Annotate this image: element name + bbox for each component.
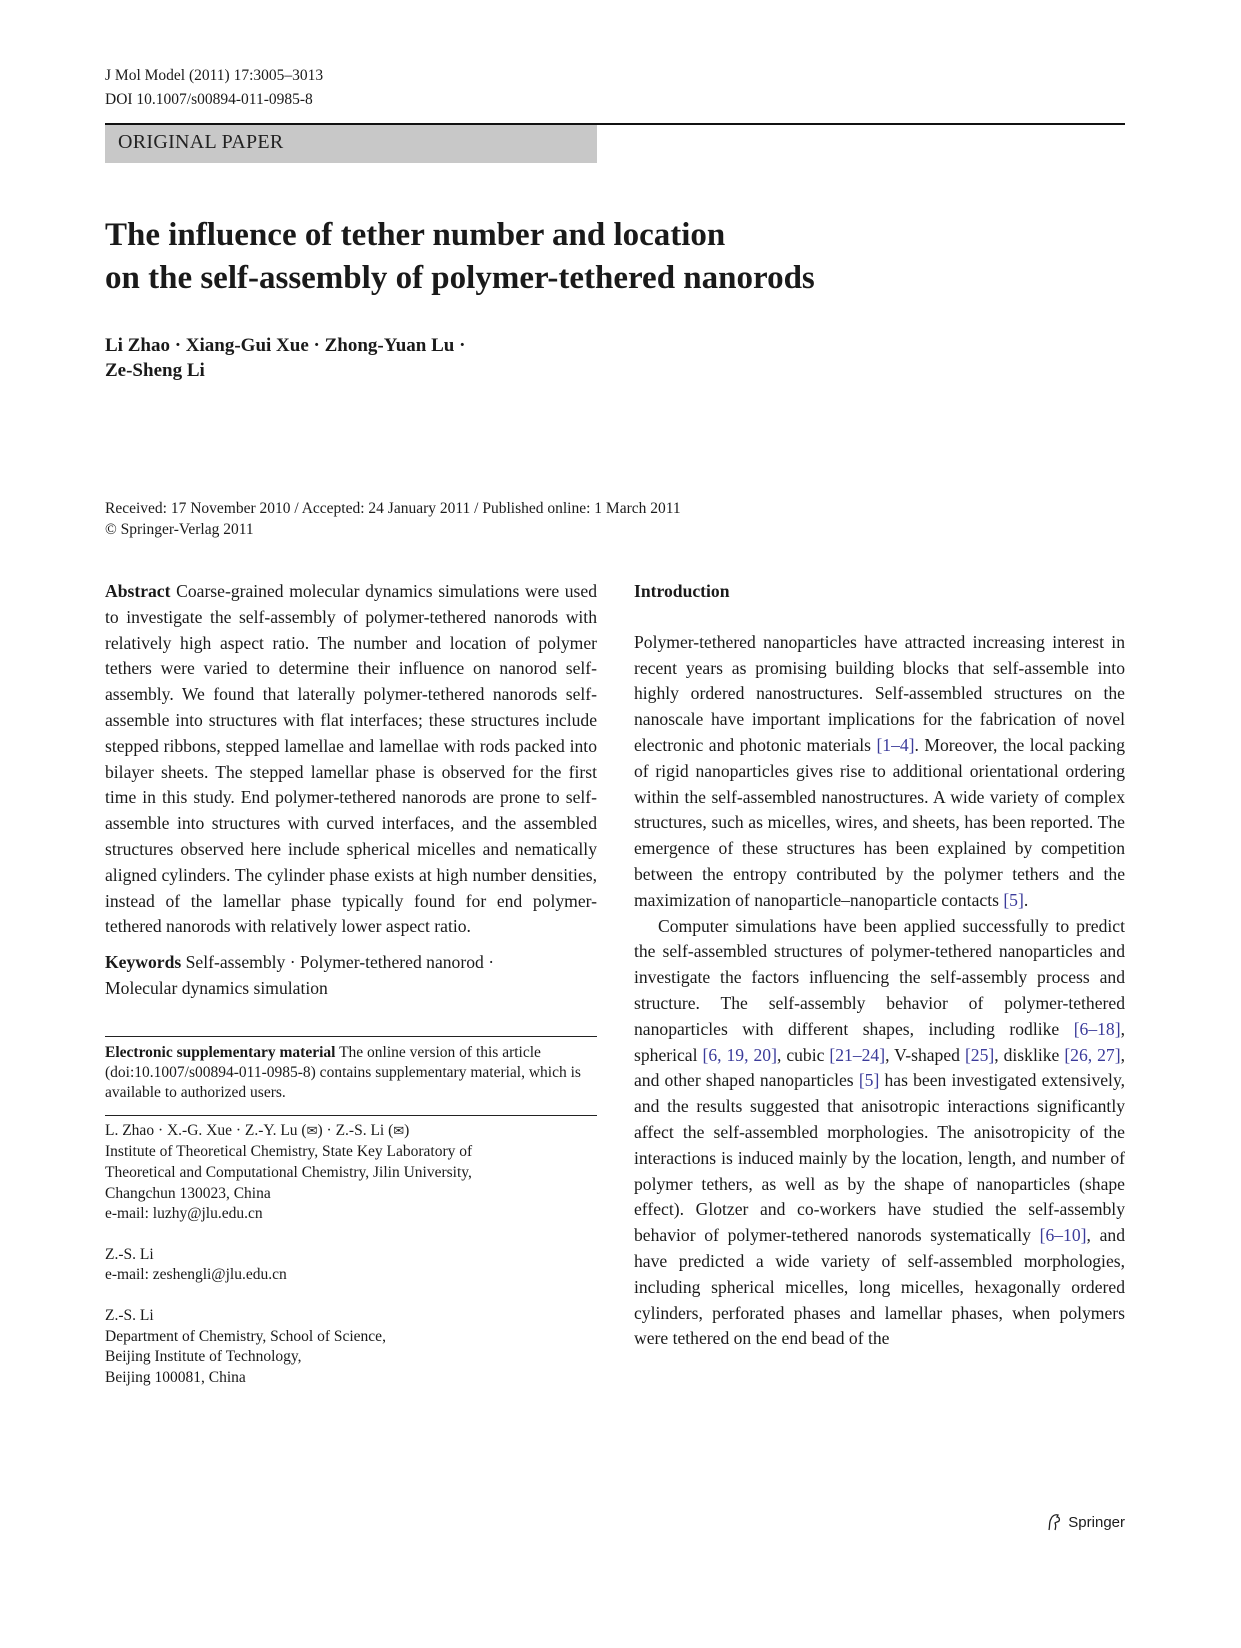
citation-link[interactable]: [26, 27] — [1064, 1044, 1121, 1065]
affiliation-1-line-3: Changchun 130023, China — [105, 1184, 271, 1202]
affiliation-1 — [105, 1121, 597, 1225]
keywords — [105, 950, 597, 1002]
keywords-line-1: Self-assembly · Polymer-tethered nanorod · — [185, 952, 495, 973]
affiliation-1-names: L. Zhao · X.-G. Xue · Z.-Y. Lu (✉) · Z.-S. Li (✉) — [105, 1121, 410, 1139]
affiliation-1-line-2: Theoretical and Computational Chemistry, Jilin University, — [105, 1163, 472, 1181]
publication-dates — [105, 498, 681, 540]
authors-line-2: Ze-Sheng Li — [105, 360, 205, 381]
esm-label: Electronic supplementary material — [105, 1043, 336, 1061]
dates-line: Received: 17 November 2010 / Accepted: 24 January 2011 / Published online: 1 March 2011 — [105, 500, 681, 517]
keywords-label: Keywords — [105, 952, 182, 973]
citation-link[interactable]: [25] — [964, 1044, 995, 1065]
citation-link[interactable]: [6–10] — [1039, 1225, 1087, 1246]
paper-title — [105, 214, 1105, 300]
journal-citation: J Mol Model (2011) 17:3005–3013 — [105, 67, 324, 84]
esm-text: The online version of this article (doi:10.1007/s00894-011-0985-8) contains supplementary material, which is available to authorized users. — [105, 1043, 581, 1101]
affiliation-rule — [105, 1115, 597, 1116]
publisher-name: Springer — [1068, 1513, 1125, 1531]
citation-link[interactable]: [5] — [1003, 889, 1024, 910]
citation-link[interactable]: [21–24] — [829, 1044, 886, 1065]
citation-link[interactable]: [5] — [858, 1070, 880, 1091]
affiliation-3 — [105, 1306, 597, 1388]
affiliation-1-email[interactable]: e-mail: luzhy@jlu.edu.cn — [105, 1205, 263, 1223]
keywords-line-2: Molecular dynamics simulation — [105, 977, 328, 998]
affiliation-3-line-1: Department of Chemistry, School of Science, — [105, 1327, 386, 1345]
intro-paragraph-2: Computer simulations have been applied successfully to predict the self-assembled structures of polymer-tethered nanoparticles and investigate the factors influencing the self-assembly process and structure. The self-assembly behavior of polymer-tethered nanoparticles with different shapes, including rodlike [6–18], spherical [6, 19, 20], cubic [21–24], V-shaped [25], disklike [26, 27], and other shaped nanoparticles [5] has been investigated extensively, and the results suggested that anisotropic interactions significantly affect the self-assembled morphologies. The anisotropicity of the interactions is induced mainly by the location, length, and number of polymer tethers, as well as by the shape of nanoparticles (shape effect). Glotzer and co-workers have studied the self-assembly behavior of polymer-tethered nanorods systematically [6–10], and have predicted a wide variety of self-assembled morphologies, including spherical micelles, long micelles, hexagonally ordered cylinders, perforated phases and lamellar phases, when polymers were tethered on the end bead of the — [634, 915, 1125, 1349]
doi: DOI 10.1007/s00894-011-0985-8 — [105, 91, 313, 108]
springer-horse-icon — [1046, 1513, 1062, 1531]
affiliation-3-line-2: Beijing Institute of Technology, — [105, 1348, 302, 1366]
envelope-icon: ✉ — [393, 1123, 405, 1139]
abstract — [105, 579, 597, 940]
article-type-label: ORIGINAL PAPER — [118, 131, 284, 153]
title-line-2: on the self-assembly of polymer-tethered nanorods — [105, 260, 815, 296]
citation-link[interactable]: [1–4] — [876, 734, 915, 755]
affiliation-2 — [105, 1245, 597, 1286]
title-line-1: The influence of tether number and location — [105, 217, 726, 253]
affiliation-2-name: Z.-S. Li — [105, 1245, 154, 1263]
left-column — [105, 579, 597, 1388]
envelope-icon: ✉ — [306, 1123, 318, 1139]
right-column — [634, 579, 1125, 1352]
authors-line-1: Li Zhao · Xiang-Gui Xue · Zhong-Yuan Lu · — [105, 335, 466, 356]
affiliation-3-line-3: Beijing 100081, China — [105, 1368, 246, 1386]
affiliation-1-line-1: Institute of Theoretical Chemistry, State Key Laboratory of — [105, 1143, 473, 1161]
introduction-heading: Introduction — [634, 581, 730, 601]
intro-paragraph-1: Polymer-tethered nanoparticles have attracted increasing interest in recent years as promising building blocks that self-assemble into highly ordered nanostructures. Self-assembled structures on the nanoscale have important implications for the fabrication of novel electronic and photonic materials [1–4]. Moreover, the local packing of rigid nanoparticles gives rise to additional orientational ordering within the self-assembled nanostructures. A wide variety of complex structures, such as micelles, wires, and sheets, has been reported. The emergence of these structures has been explained by competition between the entropy contributed by the polymer tethers and the maximization of nanoparticle–nanoparticle contacts [5]. — [634, 631, 1126, 910]
esm-note — [105, 1043, 597, 1103]
affiliation-2-email[interactable]: e-mail: zeshengli@jlu.edu.cn — [105, 1266, 287, 1284]
journal-info — [105, 64, 323, 112]
article-type-banner — [105, 125, 597, 163]
esm-rule — [105, 1036, 597, 1037]
citation-link[interactable]: [6–18] — [1073, 1018, 1121, 1039]
publisher-footer — [1046, 1513, 1125, 1531]
abstract-label: Abstract — [105, 581, 171, 601]
citation-link[interactable]: [6, 19, 20] — [702, 1044, 777, 1065]
affiliation-3-name: Z.-S. Li — [105, 1306, 154, 1324]
author-list — [105, 333, 465, 383]
abstract-text: Coarse-grained molecular dynamics simulations were used to investigate the self-assembly of polymer-tethered nanorods with relatively high aspect ratio. The number and location of polymer tethers were varied to determine their influence on nanorod self-assembly. We found that laterally polymer-tethered nanorods self-assemble into structures with flat interfaces; these structures include stepped ribbons, stepped lamellae and lamellae with rods packed into bilayer sheets. The stepped lamellar phase is observed for the first time in this study. End polymer-tethered nanorods are prone to self-assemble into structures with curved interfaces, and the assembled structures observed here include spherical micelles and nematically aligned cylinders. The cylinder phase exists at high number densities, instead of the lamellar phase typically found for end polymer-tethered nanorods with relatively lower aspect ratio. — [105, 581, 597, 937]
copyright: © Springer-Verlag 2011 — [105, 521, 254, 538]
